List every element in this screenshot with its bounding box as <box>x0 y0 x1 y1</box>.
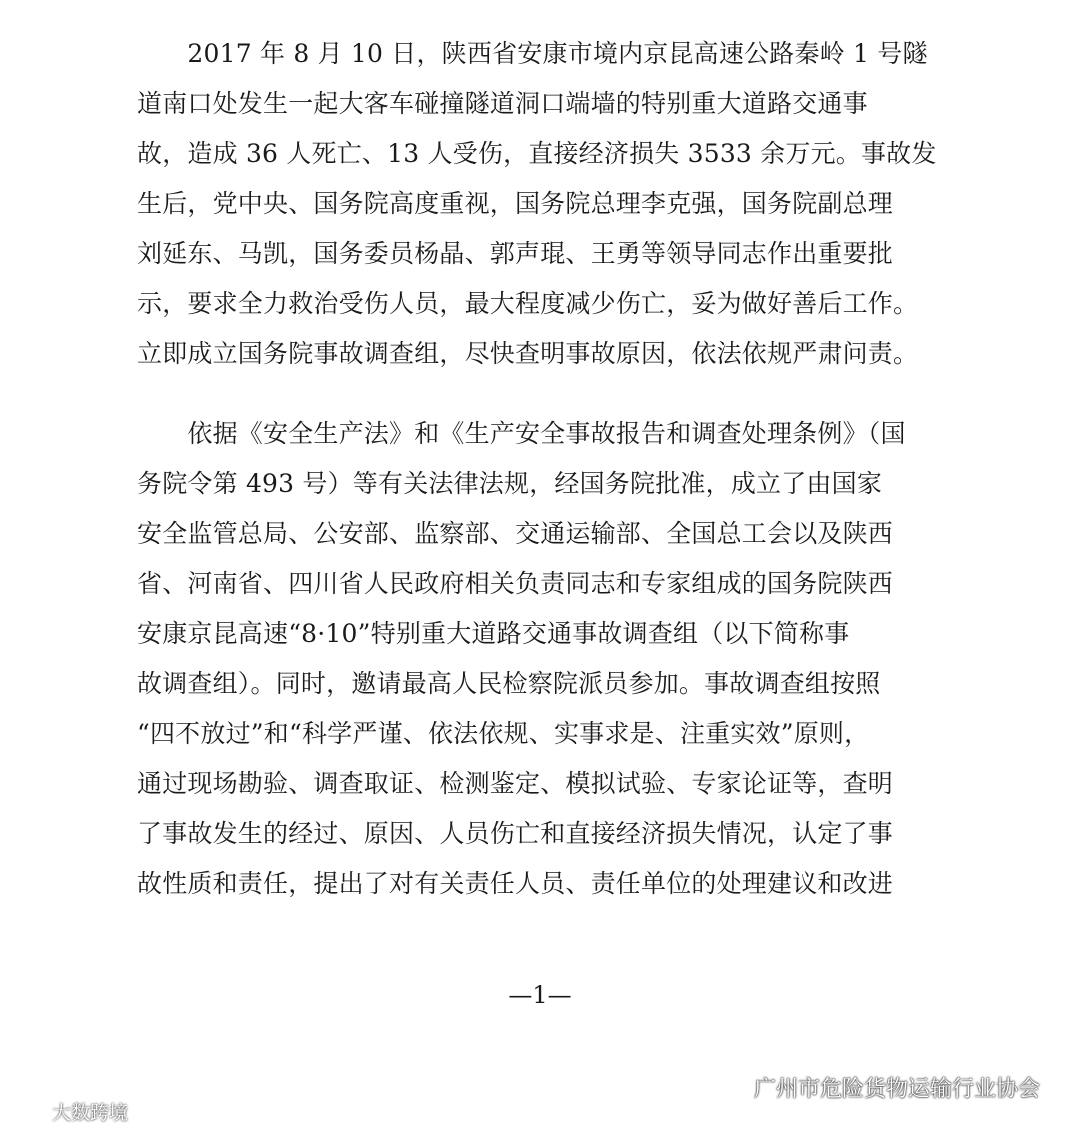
paragraph-2-line-7: “四不放过”和“科学严谨、依法依规、实事求是、注重实效”原则， <box>137 719 870 748</box>
paragraph-2-line-10: 故性质和责任，提出了对有关责任人员、责任单位的处理建议和改进 <box>137 869 894 898</box>
paragraph-2-line-5: 安康京昆高速“8·10”特别重大道路交通事故调查组（以下简称事 <box>137 619 850 648</box>
paragraph-2-line-2: 务院令第 493 号）等有关法律法规，经国务院批准，成立了由国家 <box>137 469 883 498</box>
association-watermark <box>712 1070 1040 1104</box>
page-number: —1— <box>508 981 572 1009</box>
source-watermark <box>4 1096 128 1126</box>
paragraph-1-line-1: 2017 年 8 月 10 日，陕西省安康市境内京昆高速公路秦岭 1 号隧 <box>137 39 928 68</box>
paragraph-1-line-5: 刘延东、马凯，国务委员杨晶、郭声琨、王勇等领导同志作出重要批 <box>137 239 894 268</box>
source-name: 大数跨境 <box>52 1101 129 1124</box>
wechat-icon <box>712 1072 746 1102</box>
paragraph-2-line-9: 了事故发生的经过、原因、人员伤亡和直接经济损失情况，认定了事 <box>137 819 894 848</box>
paragraph-2-line-4: 省、河南省、四川省人民政府相关负责同志和专家组成的国务院陕西 <box>137 569 894 598</box>
paragraph-2-line-6: 故调查组）。同时，邀请最高人民检察院派员参加。事故调查组按照 <box>137 669 881 698</box>
paragraph-1-line-3: 故，造成 36 人死亡、13 人受伤，直接经济损失 3533 余万元。事故发 <box>137 139 937 168</box>
paragraph-1-line-7: 立即成立国务院事故调查组，尽快查明事故原因，依法依规严肃问责。 <box>137 339 919 368</box>
paragraph-2-line-1: 依据《安全生产法》和《生产安全事故报告和调查处理条例》（国 <box>137 419 906 448</box>
association-name: 广州市危险货物运输行业协会 <box>753 1076 1040 1102</box>
paragraph-2-line-3: 安全监管总局、公安部、监察部、交通运输部、全国总工会以及陕西 <box>137 519 894 548</box>
paragraph-2-line-8: 通过现场勘验、调查取证、检测鉴定、模拟试验、专家论证等，查明 <box>137 769 894 798</box>
paragraph-1-line-4: 生后，党中央、国务院高度重视，国务院总理李克强，国务院副总理 <box>137 189 894 218</box>
paragraph-1-line-6: 示，要求全力救治受伤人员，最大程度减少伤亡，妥为做好善后工作。 <box>137 289 919 318</box>
paragraph-1-line-2: 道南口处发生一起大客车碰撞隧道洞口端墙的特别重大道路交通事 <box>137 89 868 118</box>
weibo-eye-icon <box>4 1099 48 1123</box>
